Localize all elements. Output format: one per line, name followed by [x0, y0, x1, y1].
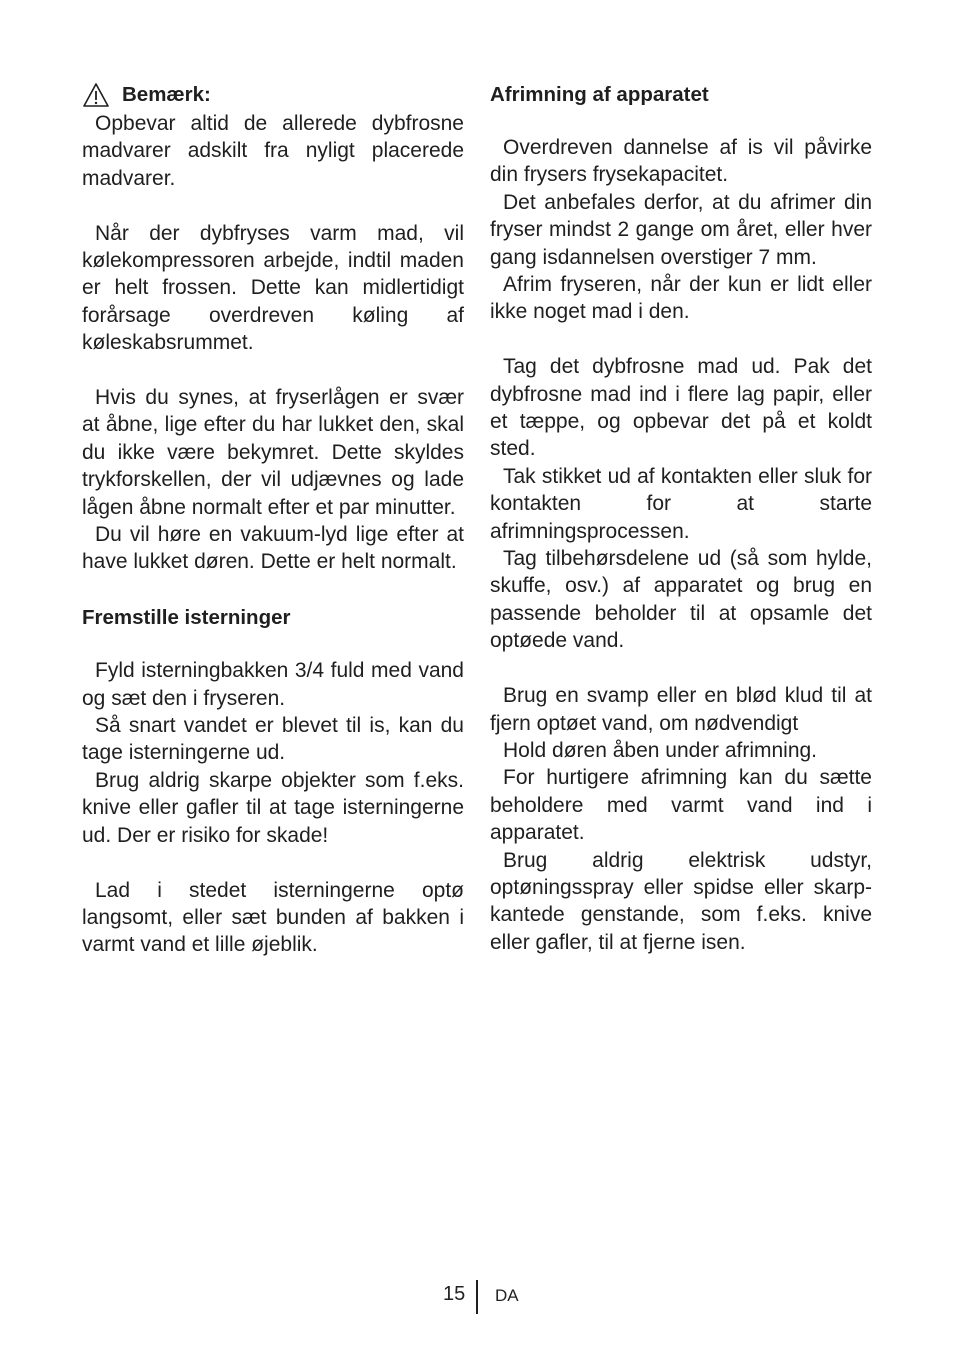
warning-heading-text: Bemærk: — [122, 83, 211, 106]
ice-paragraph: Brug aldrig skarpe objekter som f.eks. knive eller gafler til at tage isterningerne ud. Der er risiko for skade! — [82, 768, 464, 847]
warning-paragraph: Når der dybfryses varm mad, vil kølekompressoren arbejde, indtil maden er helt frossen. Dette kan midlertidigt forårsage overdreven køling af køleskabsrummet. — [82, 221, 464, 355]
defrost-paragraph: Brug aldrig elektrisk udstyr, optøningsspray eller spidse eller skarp-kantede genstande, som f.eks. knive eller gafler, til at fjerne isen. — [490, 848, 872, 954]
warning-heading — [82, 80, 464, 110]
right-column — [490, 80, 872, 956]
footer-divider — [476, 1280, 478, 1314]
warning-paragraph: Du vil høre en vakuum-lyd lige efter at have lukket døren. Dette er helt normalt. — [82, 523, 464, 574]
left-column — [82, 80, 464, 959]
defrost-paragraph: Brug en svamp eller en blød klud til at fjern optøet vand, om nødvendigt — [490, 684, 872, 735]
language-code: DA — [495, 1286, 519, 1305]
warning-paragraph: Opbevar altid de allerede dybfrosne madvarer adskilt fra nyligt placerede madvarer. — [82, 112, 464, 190]
defrost-paragraph: Overdreven dannelse af is vil påvirke din frysers frysekapacitet. — [490, 136, 872, 187]
defrost-paragraph: Tag tilbehørsdelene ud (så som hylde, skuffe, osv.) af apparatet og brug en passende beholder til at opsamle det optøede vand. — [490, 547, 872, 653]
defrost-paragraph: Det anbefales derfor, at du afrimer din fryser mindst 2 gange om året, eller hver gang isdannelsen overstiger 7 mm. — [490, 190, 872, 269]
warning-paragraph: Hvis du synes, at fryserlågen er svær at åbne, lige efter du har lukket den, skal du ikke være bekymret. Dette skyldes trykforskellen, der vil udjævnes og lade lågen åbne normalt efter et par minutter. — [82, 386, 464, 519]
defrost-paragraph: Hold døren åben under afrimning. — [503, 738, 818, 762]
ice-paragraph: Fyld isterningbakken 3/4 fuld med vand og sæt den i fryseren. — [82, 659, 464, 710]
defrost-paragraph: Tak stikket ud af kontakten eller sluk for kontakten for at starte afrimningsprocessen. — [490, 464, 872, 543]
ice-paragraph: Så snart vandet er blevet til is, kan du tage isterningerne ud. — [82, 714, 464, 765]
page-footer — [0, 1280, 954, 1316]
page-number: 15 — [443, 1283, 466, 1305]
warning-triangle-icon — [82, 82, 110, 108]
defrost-paragraph: Tag det dybfrosne mad ud. Pak det dybfrosne mad ind i flere lag papir, eller et tæppe, og opbevar det på et koldt sted. — [490, 355, 872, 461]
ice-cubes-heading: Fremstille isterninger — [82, 606, 291, 630]
defrost-paragraph: Afrim fryseren, når der kun er lidt eller ikke noget mad i den. — [490, 273, 872, 324]
defrost-paragraph: For hurtigere afrimning kan du sætte beholdere med varmt vand ind i apparatet. — [490, 766, 872, 845]
defrost-heading: Afrimning af apparatet — [490, 83, 709, 106]
ice-paragraph: Lad i stedet isterningerne optø langsomt, eller sæt bunden af bakken i varmt vand et lille øjeblik. — [82, 878, 464, 957]
